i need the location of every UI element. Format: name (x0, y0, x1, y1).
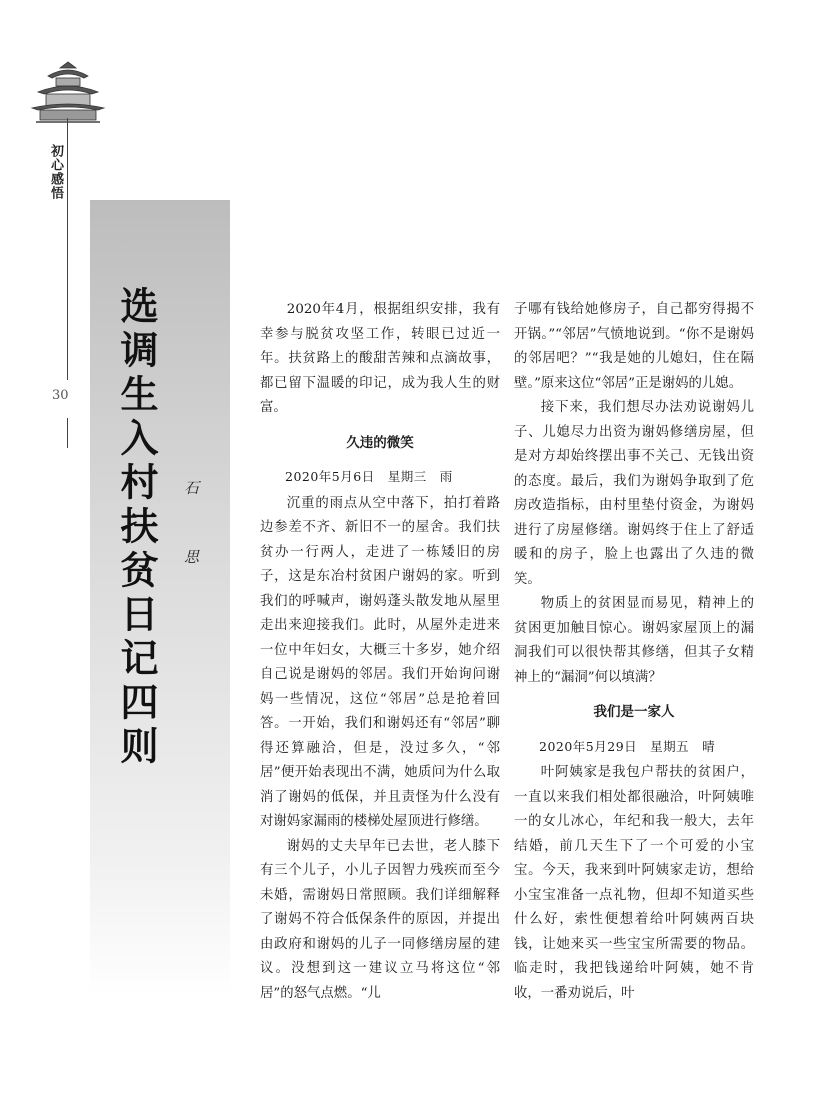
body-paragraph: 接下来，我们想尽办法劝说谢妈儿子、儿媳尽力出资为谢妈修缮房屋，但是对方却始终摆出事不关己、无钱出资的态度。最后，我们为谢妈争取到了危房改造指标，由村里垫付资金，为谢妈进行了房屋修缮。谢妈终于住上了舒适暖和的房子，脸上也露出了久违的微笑。 (514, 400, 754, 587)
article-author: 石 思 (182, 480, 200, 582)
margin-rule-lower (67, 418, 68, 448)
title-band (90, 200, 230, 995)
body-paragraph: 叶阿姨家是我包户帮扶的贫困户，一直以来我们相处都很融洽，叶阿姨唯一的女儿冰心，年纪和我一般大，去年结婚，前几天生下了一个可爱的小宝宝。今天，我来到叶阿姨家走访，想给小宝宝准备一点礼物，但却不知道买些什么好，索性便想着给叶阿姨两百块钱，让她来买一些宝宝所需要的物品。临走时，我把钱递给叶阿姨，她不肯收，一番劝说后，叶 (514, 765, 754, 1001)
section-label: 初心感悟 (48, 144, 63, 200)
section-heading: 我们是一家人 (593, 704, 675, 720)
text-column-right (514, 298, 754, 1006)
pavilion-logo (28, 58, 108, 128)
body-paragraph: 谢妈的丈夫早年已去世，老人膝下有三个儿子，小儿子因智力残疾而至今未婚，需谢妈日常照顾。我们详细解释了谢妈不符合低保条件的原因，并提出由政府和谢妈的儿子一同修缮房屋的建议。没想到这一建议立马将这位“邻居”的怒气点燃。“儿 (260, 838, 500, 1001)
diary-date: 2020年5月6日 星期三 雨 (285, 469, 453, 484)
diary-date: 2020年5月29日 星期五 晴 (539, 738, 716, 754)
intro-paragraph: 2020年4月，根据组织安排，我有幸参与脱贫攻坚工作，转眼已过近一年。扶贫路上的酸甜苦辣和点滴故事，都已留下温暖的印记，成为我人生的财富。 (260, 302, 500, 415)
article-title: 选调生入村扶贫日记四则 (114, 286, 158, 770)
section-heading: 久违的微笑 (346, 434, 414, 451)
text-column-left (260, 298, 500, 1006)
margin-rule (67, 118, 68, 380)
page-number: 30 (52, 388, 69, 403)
body-paragraph: 物质上的贫困显而易见，精神上的贫困更加触目惊心。谢妈家屋顶上的漏洞我们可以很快帮其修缮，但其子女精神上的“漏洞”何以填满？ (514, 596, 754, 685)
body-paragraph: 子哪有钱给她修房子，自己都穷得揭不开锅。”“邻居”气愤地说到。“你不是谢妈的邻居吧？”“我是她的儿媳妇，住在隔壁。”原来这位“邻居”正是谢妈的儿媳。 (514, 302, 754, 391)
body-paragraph: 沉重的雨点从空中落下，拍打着路边参差不齐、新旧不一的屋舍。我们扶贫办一行两人，走进了一栋矮旧的房子，这是东冶村贫困户谢妈的家。听到我们的呼喊声，谢妈蓬头散发地从屋里走出来迎接我们。此时，从屋外走进来一位中年妇女，大概三十多岁，她介绍自己说是谢妈的邻居。我们开始询问谢妈一些情况，这位“邻居”总是抢着回答。一开始，我们和谢妈还有“邻居”聊得还算融洽，但是，没过多久，“邻居”便开始表现出不满，她质问为什么取消了谢妈的低保，并且责怪为什么没有对谢妈家漏雨的楼梯处屋顶进行修缮。 (260, 495, 500, 829)
